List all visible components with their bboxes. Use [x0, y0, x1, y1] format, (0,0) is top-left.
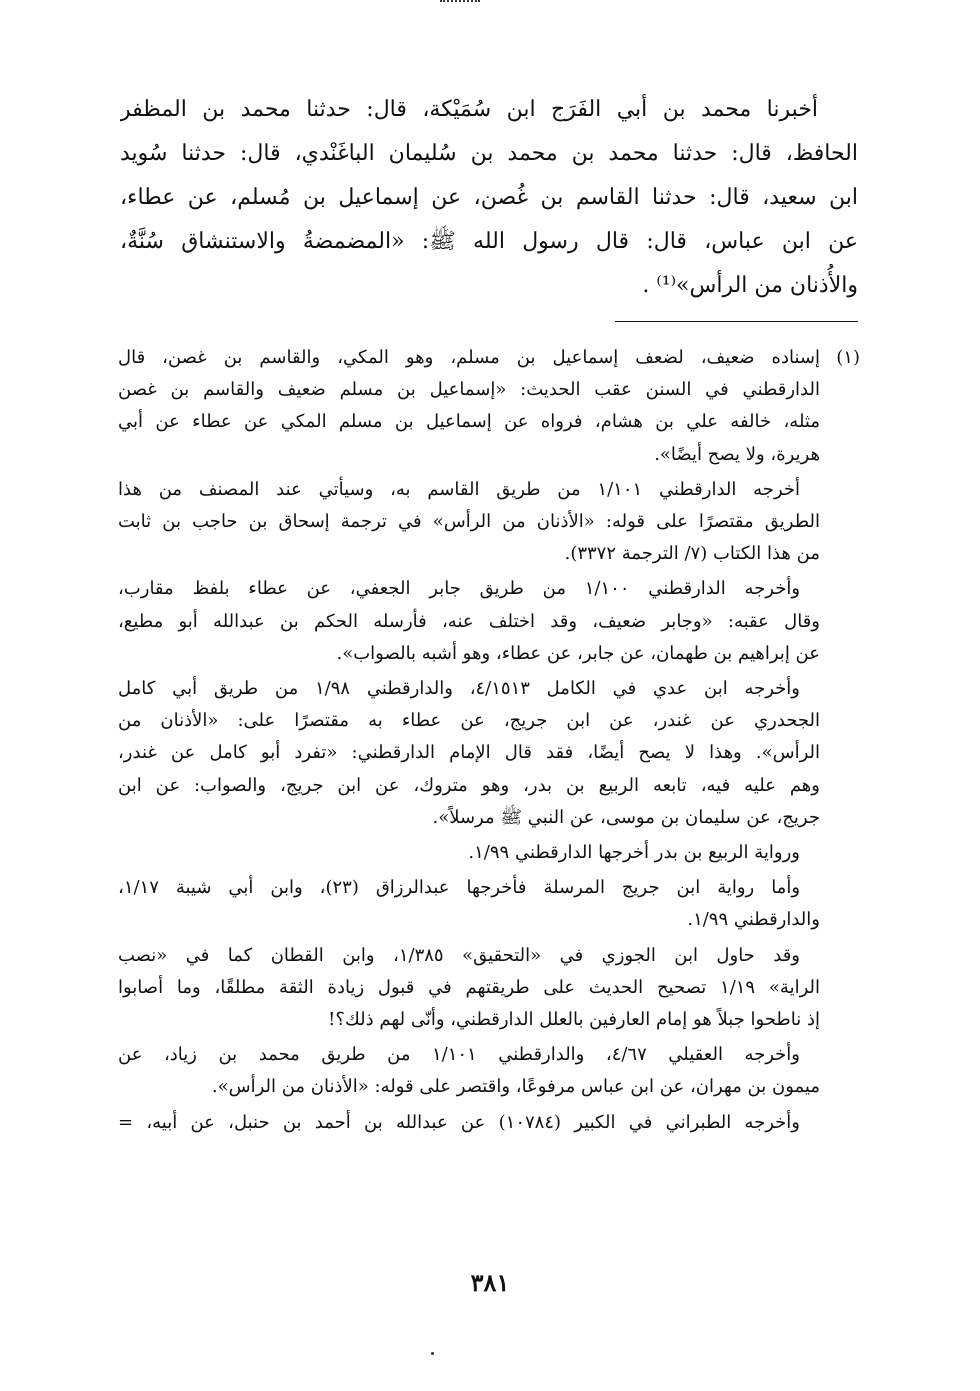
footnote-line: الطريق مقتصرًا على قوله: «الأذنان من الرأس» في ترجمة إسحاق بن حاجب بن ثابت	[118, 511, 820, 533]
footnote-line: وأخرجه الطبراني في الكبير (١٠٧٨٤) عن عبدالله بن أحمد بن حنبل، عن أبيه، =	[118, 1111, 800, 1133]
footnote-line: وأخرجه العقيلي ٤/٦٧، والدارقطني ١/١٠١ من طريق محمد بن زياد، عن	[118, 1044, 801, 1066]
footnote-line: عن إبراهيم بن طهمان، عن جابر، عن عطاء، وهو أشبه بالصواب».	[336, 642, 820, 664]
footnote-line: وأخرجه الدارقطني ١/١٠٠ من طريق جابر الجعفي، عن عطاء بلفظ مقارب،	[118, 578, 801, 600]
footnote-1-paragraph-7	[118, 940, 860, 1037]
footnote-line: وقال عقبه: «وجابر ضعيف، وقد اختلف عنه، فأرسله الحكم بن عبدالله أبو مطيع،	[118, 610, 820, 632]
footnote-1-paragraph-5	[118, 837, 860, 869]
footnote-line: الراية» ١/١٩ تصحيح الحديث على طريقتهم في قبول زيادة الثقة مطلقًا، وما أصابوا	[118, 976, 820, 998]
footnote-1-paragraph-3	[118, 573, 860, 670]
footnote-line: وقد حاول ابن الجوزي في «التحقيق» ١/٣٨٥، وابن القطان كما في «نصب	[118, 944, 800, 966]
footnote-1-paragraph-8	[118, 1039, 860, 1103]
footnote-line: الجحدري عن غندر، عن ابن جريج، عن عطاء به مقتصرًا على: «الأذنان من	[118, 710, 820, 732]
footnote-line: جريج، عن سليمان بن موسى، عن النبي ﷺ مرسلاً».	[432, 806, 820, 828]
footnote-1-paragraph-6	[118, 872, 860, 936]
footnote-line: من هذا الكتاب (٧/ الترجمة ٣٣٧٢).	[564, 543, 820, 565]
footnote-line: (١)إسناده ضعيف، لضعف إسماعيل بن مسلم، وهو المكي، والقاسم بن غصن، قال	[118, 342, 860, 374]
footnote-line: ميمون بن مهران، عن ابن عباس مرفوعًا، واقتصر على قوله: «الأذنان من الرأس».	[211, 1076, 820, 1098]
main-line-3: ابن سعيد، قال: حدثنا القاسم بن غُصن، عن إسماعيل بن مُسلم، عن عطاء،	[120, 185, 858, 210]
footnote-line: أخرجه الدارقطني ١/١٠١ من طريق القاسم به، وسيأتي عند المصنف من هذا	[118, 478, 800, 500]
footnote-1-paragraph-4	[118, 673, 860, 834]
footnote-separator	[615, 321, 858, 322]
footnote-1-paragraph-2	[118, 474, 860, 571]
footnote-line: وهم عليه فيه، تابعه الربيع بن بدر، وهو متروك، عن ابن جريج، والصواب: عن ابن	[118, 774, 820, 796]
footnote-line: إذ ناطحوا جبلاً هو إمام العارفين بالعلل الدارقطني، وأنّى لهم ذلك؟!	[328, 1009, 820, 1031]
footnote-line: وأخرجه ابن عدي في الكامل ٤/١٥١٣، والدارقطني ١/٩٨ من طريق أبي كامل	[118, 678, 800, 700]
footnote-line: ورواية الربيع بن بدر أخرجها الدارقطني ١/٩٩.	[468, 842, 800, 864]
main-line-5: والأُذنان من الرأس»⁽¹⁾ .	[642, 273, 858, 298]
main-line-1: أخبرنا محمد بن أبي الفَرَج ابن سُمَيْكة، قال: حدثنا محمد بن المظفر	[120, 97, 818, 122]
top-scan-mark	[440, 0, 480, 5]
footnote-1-paragraph-9	[118, 1107, 860, 1139]
main-line-2: الحافظ، قال: حدثنا محمد بن محمد بن سُليمان الباغَنْدي، قال: حدثنا سُويد	[120, 141, 858, 166]
footnote-line: هريرة، ولا يصح أيضًا».	[654, 443, 820, 465]
footnote-line: الدارقطني في السنن عقب الحديث: «إسماعيل بن مسلم ضعيف والقاسم بن غصن	[118, 379, 820, 401]
footnote-line: والدارقطني ١/٩٩.	[687, 909, 820, 931]
footnote-1-paragraph-1	[118, 342, 860, 471]
bottom-scan-mark	[431, 1352, 434, 1355]
footnote-line: مثله، خالفه علي بن هشام، فرواه عن إسماعيل بن مسلم المكي عن عطاء عن أبي	[118, 411, 820, 433]
footnote-number: (١)	[836, 347, 860, 368]
footnote-line: وأما رواية ابن جريج المرسلة فأخرجها عبدالرزاق (٢٣)، وابن أبي شيبة ١/١٧،	[118, 877, 801, 899]
main-line-4: عن ابن عباس، قال: قال رسول الله ﷺ: «المضمضةُ والاستنشاق سُنَّةٌ،	[120, 229, 858, 254]
footnotes-section	[118, 342, 860, 1142]
page-number: ٣٨١	[470, 1268, 510, 1297]
main-hadith-text	[120, 88, 858, 308]
footnote-line: الرأس». وهذا لا يصح أيضًا، فقد قال الإمام الدارقطني: «تفرد أبو كامل عن غندر،	[118, 742, 820, 764]
